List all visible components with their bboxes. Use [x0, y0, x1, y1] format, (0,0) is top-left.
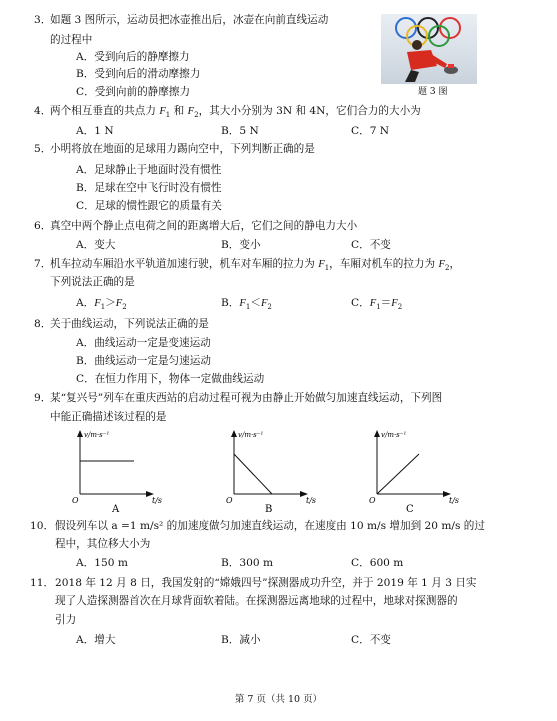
q5-number: 5．: [34, 143, 52, 155]
q10-option-a: A．150 m: [76, 557, 128, 569]
q7-stem-line1: 机车拉动车厢沿水平轨道加速行驶，机车对车厢的拉力为 $F_1$，车厢对机车的拉力为 $F_2$，: [50, 258, 461, 273]
q5-option-a: A．足球静止于地面时没有惯性: [76, 164, 222, 176]
graph-c-line: [377, 454, 419, 494]
graph-a-y-arrow: [77, 430, 83, 437]
q7-option-c: C．$F_1=F_2$: [351, 297, 403, 312]
q5-option-c: C．足球的惯性跟它的质量有关: [76, 200, 222, 212]
page-footer: 第 7 页（共 10 页）: [234, 694, 323, 705]
q10-number: 10．: [30, 520, 55, 532]
graph-a-label: A: [112, 504, 120, 515]
q9-number: 9．: [34, 392, 52, 404]
q10-stem-line2: 程中，其位移大小为: [55, 538, 151, 550]
graph-b-y-arrow: [231, 430, 237, 437]
q7-option-a: A．$F_1>F_2$: [76, 297, 127, 312]
q9-stem-line2: 中能正确描述该过程的是: [50, 411, 167, 423]
graph-c: [367, 426, 467, 516]
q6-number: 6．: [34, 220, 52, 232]
q8-option-a: A．曲线运动一定是变速运动: [76, 337, 211, 349]
graph-a: [70, 426, 170, 516]
q11-option-b: B．减小: [221, 634, 261, 646]
graph-c-y-arrow: [374, 430, 380, 437]
graph-b-origin: O: [226, 496, 233, 505]
q9-stem-line1: 某“复兴号”列车在重庆西站的启动过程可视为由静止开始做匀加速直线运动，下列图: [50, 392, 443, 404]
q11-option-c: C．不变: [351, 634, 391, 646]
q10-option-c: C．600 m: [351, 557, 404, 569]
q3-stem-line2: 的过程中: [50, 34, 93, 46]
q8-option-b: B．曲线运动一定是匀速运动: [76, 355, 211, 367]
q6-option-b: B．变小: [221, 239, 261, 251]
q3-option-a: A．受到向后的静摩擦力: [76, 51, 190, 63]
q11-stem-line2: 现了人造探测器首次在月球背面软着陆。在探测器远离地球的过程中，地球对探测器的: [55, 595, 458, 607]
q3-figure-caption: 题 3 图: [418, 87, 448, 97]
q7-number: 7．: [34, 258, 52, 270]
q6-stem: 真空中两个静止点电荷之间的距离增大后，它们之间的静电力大小: [50, 220, 358, 232]
graph-b-ylabel: v/m·s⁻¹: [238, 431, 264, 439]
graph-c-ylabel: v/m·s⁻¹: [381, 431, 407, 439]
q3-number: 3．: [34, 14, 52, 26]
q4-number: 4．: [34, 105, 52, 117]
q6-option-a: A．变大: [76, 239, 116, 251]
graph-a-origin: O: [72, 496, 79, 505]
curling-photo: [381, 14, 477, 84]
q4-option-a: A．1 N: [76, 125, 114, 137]
graph-b: [224, 426, 324, 516]
q11-number: 11．: [30, 577, 55, 589]
graph-b-line: [234, 454, 272, 494]
q3-stem-line1: 如题 3 图所示，运动员把冰壶推出后，冰壶在向前直线运动: [50, 14, 329, 26]
q8-stem: 关于曲线运动，下列说法正确的是: [50, 318, 209, 330]
q8-number: 8．: [34, 318, 52, 330]
graph-a-ylabel: v/m·s⁻¹: [84, 431, 110, 439]
q4-option-b: B．5 N: [221, 125, 259, 137]
q4-stem: 两个相互垂直的共点力 $F_1$ 和 $F_2$，其大小分别为 3N 和 4N，它们合力的大小为: [50, 105, 421, 120]
graph-c-label: C: [406, 504, 414, 515]
q10-option-b: B．300 m: [221, 557, 274, 569]
graph-b-xlabel: t/s: [306, 496, 317, 505]
q11-stem-line3: 引力: [55, 614, 77, 626]
q10-stem-line1: 假设列车以 a =1 m/s² 的加速度做匀加速直线运动，在速度由 10 m/s 增加到 20 m/s 的过: [55, 520, 485, 532]
q3-option-c: C．受到向前的静摩擦力: [76, 86, 191, 98]
q11-stem-line1: 2018 年 12 月 8 日，我国发射的“嫦娥四号”探测器成功升空，并于 2019 年 1 月 3 日实: [55, 577, 477, 589]
q8-option-c: C．在恒力作用下，物体一定做曲线运动: [76, 373, 265, 385]
q7-stem-line2: 下列说法正确的是: [50, 276, 135, 288]
athlete-figure: [381, 14, 477, 84]
q5-stem: 小明将放在地面的足球用力踢向空中，下列判断正确的是: [50, 143, 315, 155]
q11-option-a: A．增大: [76, 634, 116, 646]
q3-option-b: B．受到向后的滑动摩擦力: [76, 68, 201, 80]
q6-option-c: C．不变: [351, 239, 391, 251]
graph-c-xlabel: t/s: [449, 496, 460, 505]
q7-option-b: B．$F_1<F_2$: [221, 297, 272, 312]
graph-b-label: B: [265, 504, 273, 515]
graph-a-xlabel: t/s: [152, 496, 163, 505]
q5-option-b: B．足球在空中飞行时没有惯性: [76, 182, 222, 194]
q4-option-c: C．7 N: [351, 125, 390, 137]
graph-c-origin: O: [369, 496, 376, 505]
